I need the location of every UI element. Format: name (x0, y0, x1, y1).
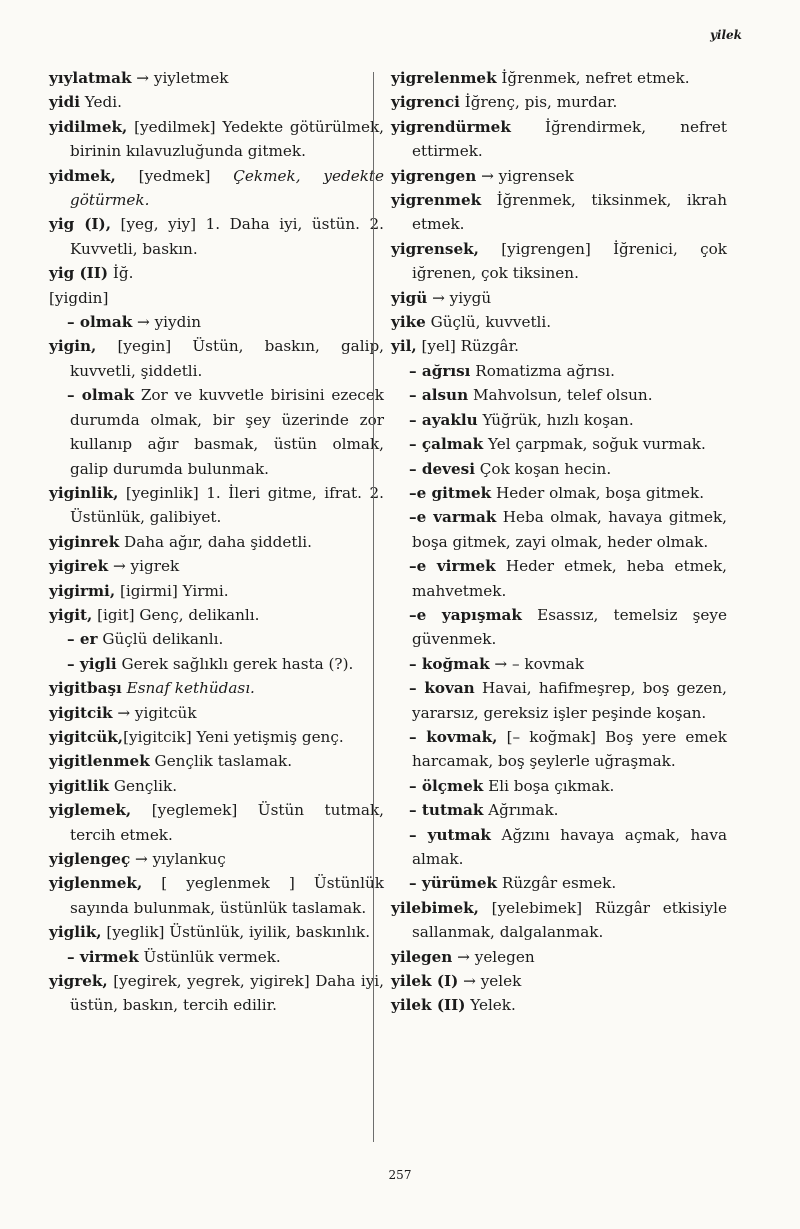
headword: yigitcük, (49, 727, 124, 746)
headword: yiginlik, (49, 483, 119, 502)
definition: Rüzgâr. (460, 337, 520, 356)
dictionary-entry (49, 676, 384, 700)
headword: –e varmak (409, 508, 497, 527)
definition: 1. İleri gitme, ifrat. 2. Üstünlük, galibiyet. (70, 483, 384, 527)
headword: yilebimek, (391, 898, 479, 917)
definition: Genç, delikanlı. (139, 605, 260, 624)
dictionary-entry (391, 310, 727, 334)
definition: Boş yere emek harcamak, boş şeylerle uğraşmak. (412, 727, 727, 771)
definition: İğrenmek, tiksinmek, ikrah etmek. (412, 191, 727, 234)
dictionary-entry (49, 871, 384, 920)
headword: yigrensek, (391, 239, 479, 258)
definition: Yelek. (465, 996, 516, 1015)
headword: yigrenmek (391, 191, 482, 210)
headword: yigitcik (49, 703, 113, 722)
headword: yigirmi, (49, 581, 116, 600)
headword: yigrendürmek (391, 117, 511, 136)
headword: yigü (391, 288, 428, 307)
dictionary-entry (391, 115, 727, 164)
headword: –e yapışmak (409, 605, 522, 624)
dictionary-entry (49, 481, 384, 530)
sub-entry (391, 359, 727, 383)
right-column (391, 66, 727, 1018)
definition: Rüzgâr etkisiyle sallanmak, dalgalanmak. (412, 898, 727, 942)
headword: yiglemek, (49, 801, 132, 820)
definition: İğrendirmek, nefret ettirmek. (412, 117, 727, 161)
headword: yigirek (49, 557, 109, 576)
sub-entry (391, 798, 727, 822)
headword: – olmak (67, 386, 135, 405)
variant-form: [igirmi] (115, 581, 183, 600)
definition: Mahvolsun, telef olsun. (468, 386, 653, 405)
sub-entry (49, 945, 384, 969)
variant-form: [ yeglenmek ] (142, 874, 314, 893)
definition: Çekmek, yedekte götürmek. (70, 166, 384, 210)
definition: Yeni yetişmiş genç. (196, 727, 344, 746)
headword: – olmak (67, 313, 133, 332)
dictionary-entry (49, 774, 384, 798)
definition: 1. Daha iyi, üstün. 2. Kuvvetli, baskın. (70, 215, 384, 258)
headword: – kovmak, (409, 727, 498, 746)
headword: – kovan (409, 679, 475, 698)
dictionary-entry (49, 334, 384, 383)
sub-entry (391, 505, 727, 554)
variant-form: [yedilmek] (127, 117, 223, 136)
headword: yigitlenmek (49, 752, 150, 771)
definition: Üstünlük vermek. (138, 947, 281, 966)
dictionary-entry (49, 798, 384, 847)
variant-form: [yedmek] (115, 166, 234, 185)
definition: Ağrımak. (483, 801, 559, 820)
definition: → – kovmak (489, 654, 584, 673)
sub-entry (391, 676, 727, 725)
headword: – ölçmek (409, 776, 484, 795)
sub-entry (391, 554, 727, 603)
definition: Üstünlük, iyilik, baskınlık. (169, 923, 371, 942)
variant-form: [yeglik] (101, 923, 170, 942)
definition: Rüzgâr esmek. (497, 874, 617, 893)
variant-form: [– koğmak] (497, 727, 606, 746)
headword: yigrenci (391, 93, 460, 112)
headword: yigrelenmek (391, 69, 497, 87)
headword: yidi (49, 93, 80, 112)
definition: → yigitcük (112, 703, 197, 722)
dictionary-entry (49, 579, 384, 603)
headword: – yigli (67, 654, 117, 673)
dictionary-entry (391, 66, 727, 90)
dictionary-entry (49, 164, 384, 213)
headword: yil, (391, 337, 417, 356)
left-column (49, 66, 384, 1018)
definition: Ağzını havaya açmak, hava almak. (412, 825, 727, 868)
definition: Daha iyi, üstün, baskın, tercih edilir. (70, 972, 384, 1015)
headword: yilegen (391, 947, 453, 966)
variant-form: [yel] (416, 337, 461, 356)
headword: yigitbaşı (49, 679, 122, 698)
definition: Heba olmak, havaya gitmek, boşa gitmek, zayi olmak, heder olmak. (412, 508, 727, 551)
headword: yigitlik (49, 776, 110, 795)
headword: – tutmak (409, 801, 484, 820)
definition: Üstün, baskın, galip, kuvvetli, şiddetli. (70, 337, 385, 380)
dictionary-entry (49, 725, 384, 749)
sub-entry (391, 408, 727, 432)
dictionary-entry (391, 993, 727, 1017)
headword: yiglenmek, (49, 874, 143, 893)
definition: → yigrensek (476, 166, 574, 185)
headword: –e gitmek (409, 483, 492, 502)
definition: Gençlik. (109, 776, 178, 795)
headword: yiglik, (49, 923, 102, 942)
headword: – devesi (409, 459, 475, 478)
headword: yike (391, 313, 426, 332)
sub-entry (49, 383, 384, 481)
page-number: 257 (388, 1168, 412, 1182)
headword: yig (II) (49, 264, 109, 283)
dictionary-entry (391, 969, 727, 993)
sub-entry (49, 310, 384, 334)
dictionary-entry (49, 920, 384, 944)
variant-form: [yigrengen] (478, 239, 614, 258)
dictionary-entry (49, 90, 384, 114)
headword: yigrek, (49, 972, 108, 991)
column-divider (373, 72, 374, 1142)
sub-entry (391, 432, 727, 456)
sub-entry (391, 652, 727, 676)
definition: Esassız, temelsiz şeye güvenmek. (412, 605, 727, 649)
definition: Yedi. (79, 93, 122, 112)
headword: yıylatmak (49, 69, 132, 87)
headword: yidilmek, (49, 117, 128, 136)
headword: – yürümek (409, 874, 498, 893)
dictionary-entry (49, 847, 384, 871)
dictionary-entry (49, 261, 384, 285)
headword: yig (I), (49, 215, 111, 234)
definition: İğrenmek, nefret etmek. (496, 69, 690, 87)
headword: – ayaklu (409, 410, 478, 429)
definition: Yirmi. (182, 581, 229, 600)
sub-entry (391, 457, 727, 481)
dictionary-entry (49, 286, 384, 310)
definition: Gerek sağlıklı gerek hasta (?). (116, 654, 354, 673)
dictionary-entry (391, 164, 727, 188)
variant-form: [yigdin] (49, 288, 109, 307)
headword: yigin, (49, 337, 97, 356)
definition: Güçlü delikanlı. (97, 630, 224, 649)
definition: → yiygü (427, 288, 492, 307)
sub-entry (391, 823, 727, 872)
dictionary-entry (391, 286, 727, 310)
sub-entry (391, 774, 727, 798)
definition: → yelegen (452, 947, 535, 966)
dictionary-entry (391, 237, 727, 286)
dictionary-entry (49, 603, 384, 627)
headword: yilek (I) (391, 972, 459, 991)
definition: Heder etmek, heba etmek, mahvetmek. (412, 557, 727, 600)
headword: –e virmek (409, 557, 496, 576)
sub-entry (391, 481, 727, 505)
definition: → yigrek (108, 557, 180, 576)
dictionary-entry (49, 530, 384, 554)
definition: Üstünlük sayında bulunmak, üstünlük taslamak. (70, 874, 384, 917)
definition: Gençlik taslamak. (149, 752, 293, 771)
variant-form: [yegirek, yegrek, yigirek] (107, 972, 316, 991)
dictionary-entry (391, 334, 727, 358)
definition: → yıylankuç (130, 850, 226, 868)
sub-entry (49, 627, 384, 651)
headword: – ağrısı (409, 361, 471, 380)
headword: yigrengen (391, 166, 477, 185)
headword: yiglengeç (49, 850, 131, 868)
headword: yiginrek (49, 532, 120, 551)
definition: Havai, hafifmeşrep, boş gezen, yararsız, gereksiz işler peşinde koşan. (412, 679, 727, 722)
definition: → yiyletmek (131, 69, 229, 87)
sub-entry (391, 871, 727, 895)
headword: – yutmak (409, 825, 491, 844)
variant-form: [yegin] (96, 337, 193, 356)
headword: – virmek (67, 947, 139, 966)
definition: Esnaf kethüdası. (121, 679, 255, 698)
dictionary-entry (391, 896, 727, 945)
definition: Güçlü, kuvvetli. (425, 313, 552, 332)
definition: Yüğrük, hızlı koşan. (477, 410, 634, 429)
variant-form: [yeg, yiy] (110, 215, 206, 234)
definition: Yel çarpmak, soğuk vurmak. (483, 435, 706, 454)
definition: Daha ağır, daha şiddetli. (119, 532, 312, 551)
dictionary-entry (391, 90, 727, 114)
running-head: yilek (709, 28, 742, 42)
definition: → yelek (458, 972, 522, 991)
headword: yilek (II) (391, 996, 466, 1015)
sub-entry (49, 652, 384, 676)
variant-form: [igit] (92, 605, 140, 624)
dictionary-entry (49, 212, 384, 261)
sub-entry (391, 603, 727, 652)
sub-entry (391, 383, 727, 407)
headword: – er (67, 630, 98, 649)
headword: yigit, (49, 605, 93, 624)
variant-form: [yelebimek] (478, 898, 595, 917)
definition: Heder olmak, boşa gitmek. (491, 483, 705, 502)
variant-form: [yeginlik] (118, 483, 207, 502)
headword: – koğmak (409, 654, 490, 673)
definition: İğrenç, pis, murdar. (459, 93, 618, 112)
dictionary-entry (49, 701, 384, 725)
dictionary-entry (391, 188, 727, 237)
definition: Çok koşan hecin. (474, 459, 612, 478)
dictionary-entry (49, 969, 384, 1018)
definition: Zor ve kuvvetle birisini ezecek durumda olmak, bir şey üzerinde zor kullanıp ağır basmak, üstün olmak, galip durumda bulunmak. (70, 386, 385, 478)
dictionary-entry (391, 945, 727, 969)
variant-form: [yeglemek] (131, 801, 258, 820)
headword: – çalmak (409, 435, 484, 454)
definition: Üstün tutmak, tercih etmek. (70, 801, 385, 844)
dictionary-entry (49, 554, 384, 578)
dictionary-entry (49, 115, 384, 164)
definition: Romatizma ağrısı. (470, 361, 615, 380)
definition: Yedekte götürülmek, birinin kılavuzluğunda gitmek. (70, 117, 384, 161)
definition: → yiydin (132, 313, 201, 332)
variant-form: [yigitcik] (123, 727, 197, 746)
headword: yidmek, (49, 166, 116, 185)
sub-entry (391, 725, 727, 774)
headword: – alsun (409, 386, 469, 405)
definition: İğrenici, çok iğrenen, çok tiksinen. (412, 239, 728, 283)
dictionary-entry (49, 749, 384, 773)
dictionary-entry (49, 66, 384, 90)
definition: İğ. (108, 264, 134, 283)
definition: Eli boşa çıkmak. (483, 776, 615, 795)
